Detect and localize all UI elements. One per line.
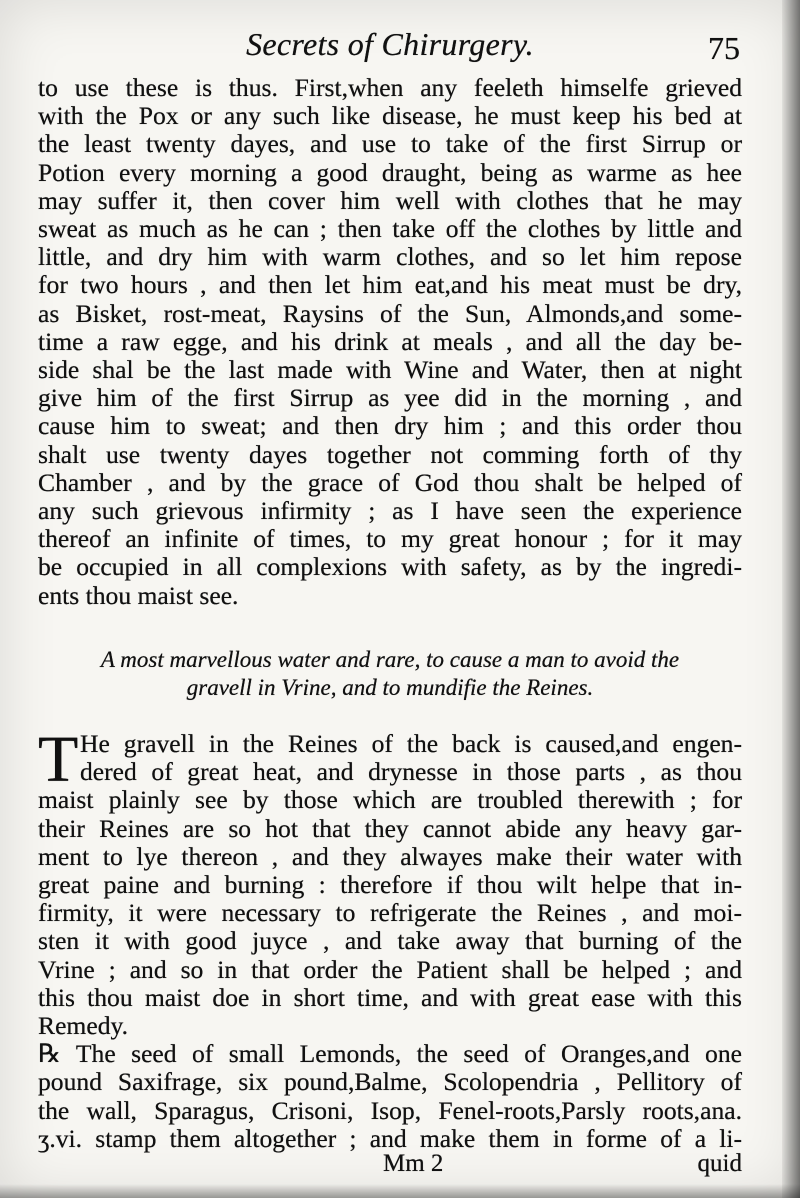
text-line: may suffer it, then cover him well with clothes that he may xyxy=(38,185,742,215)
text-line: the least twenty dayes, and use to take of the first Sirrup or xyxy=(38,129,742,159)
recipe-heading xyxy=(38,646,742,702)
signature-mark: Mm 2 xyxy=(383,1150,444,1177)
text-line: thereof an infinite of times, to my great honour ; for it may xyxy=(38,524,742,554)
text-line: firmity, it were necessary to refrigerate the Reines , and moi- xyxy=(38,898,742,928)
text-line: pound Saxifrage, six pound,Balme, Scolopendria , Pellitory of xyxy=(38,1067,742,1097)
text-block-continued xyxy=(38,74,742,610)
heading-line: gravell in Vrine, and to mundifie the Reines. xyxy=(186,675,594,700)
page-bottom-shadow xyxy=(0,1184,800,1198)
text-line: for two hours , and then let him eat,and his meat must be dry, xyxy=(38,270,742,300)
text-line: Vrine ; and so in that order the Patient shall be helped ; and xyxy=(38,954,742,984)
text-line: little, and dry him with warm clothes, and so let him repose xyxy=(38,242,742,272)
page-number: 75 xyxy=(708,30,740,66)
text-line: ment to lye thereon , and they alwayes make their water with xyxy=(38,841,742,871)
text-line: Chamber , and by the grace of God thou shalt be helped of xyxy=(38,467,742,497)
text-line: with the Pox or any such like disease, he must keep his bed at xyxy=(38,101,742,131)
text-line: ents thou maist see. xyxy=(38,580,239,610)
text-line: this thou maist doe in short time, and with great ease with this xyxy=(38,982,742,1012)
text-line: time a raw egge, and his drink at meals , and all the day be- xyxy=(38,326,742,356)
text-line: ℞ The seed of small Lemonds, the seed of Oranges,and one xyxy=(38,1039,742,1069)
text-line: be occupied in all complexions with safety, as by the ingredi- xyxy=(38,552,742,582)
text-line: their Reines are so hot that they cannot abide any heavy gar- xyxy=(38,813,742,843)
text-line: any such grievous infirmity ; as I have seen the experience xyxy=(38,496,742,526)
text-block-recipe xyxy=(38,723,742,1153)
text-line: sweat as much as he can ; then take off the clothes by little and xyxy=(38,214,742,244)
text-line: shalt use twenty dayes together not comming forth of thy xyxy=(38,439,742,469)
text-line: Remedy. xyxy=(38,1011,129,1041)
text-line: ʒ.vi. stamp them altogether ; and make them in forme of a li- xyxy=(38,1123,742,1153)
page-footer xyxy=(38,1150,742,1180)
drop-cap: T xyxy=(38,723,79,796)
text-line: dered of great heat, and drynesse in those parts , as thou xyxy=(80,757,742,787)
text-line: the wall, Sparagus, Crisoni, Isop, Fenel-roots,Parsly roots,ana. xyxy=(38,1095,742,1125)
page-header xyxy=(40,22,740,72)
text-line: great paine and burning : therefore if thou wilt helpe that in- xyxy=(38,870,742,900)
text-line: He gravell in the Reines of the back is caused,and engen- xyxy=(80,729,742,758)
catchword: quid xyxy=(697,1150,742,1177)
text-line: maist plainly see by those which are troubled therewith ; for xyxy=(38,785,742,815)
text-line: give him of the first Sirrup as yee did in the morning , and xyxy=(38,383,742,413)
text-line: sten it with good juyce , and take away that burning of the xyxy=(38,926,742,956)
text-line: as Bisket, rost-meat, Raysins of the Sun, Almonds,and some- xyxy=(38,298,742,328)
text-line: Potion every morning a good draught, being as warme as hee xyxy=(38,157,742,187)
text-line: to use these is thus. First,when any feeleth himselfe grieved xyxy=(38,73,742,102)
page-edge-shadow xyxy=(782,0,800,1198)
text-line: side shal be the last made with Wine and Water, then at night xyxy=(38,355,742,385)
text-line: cause him to sweat; and then dry him ; and this order thou xyxy=(38,411,742,441)
heading-line: A most marvellous water and rare, to cause a man to avoid the xyxy=(100,647,680,672)
running-title: Secrets of Chirurgery. xyxy=(246,26,534,62)
